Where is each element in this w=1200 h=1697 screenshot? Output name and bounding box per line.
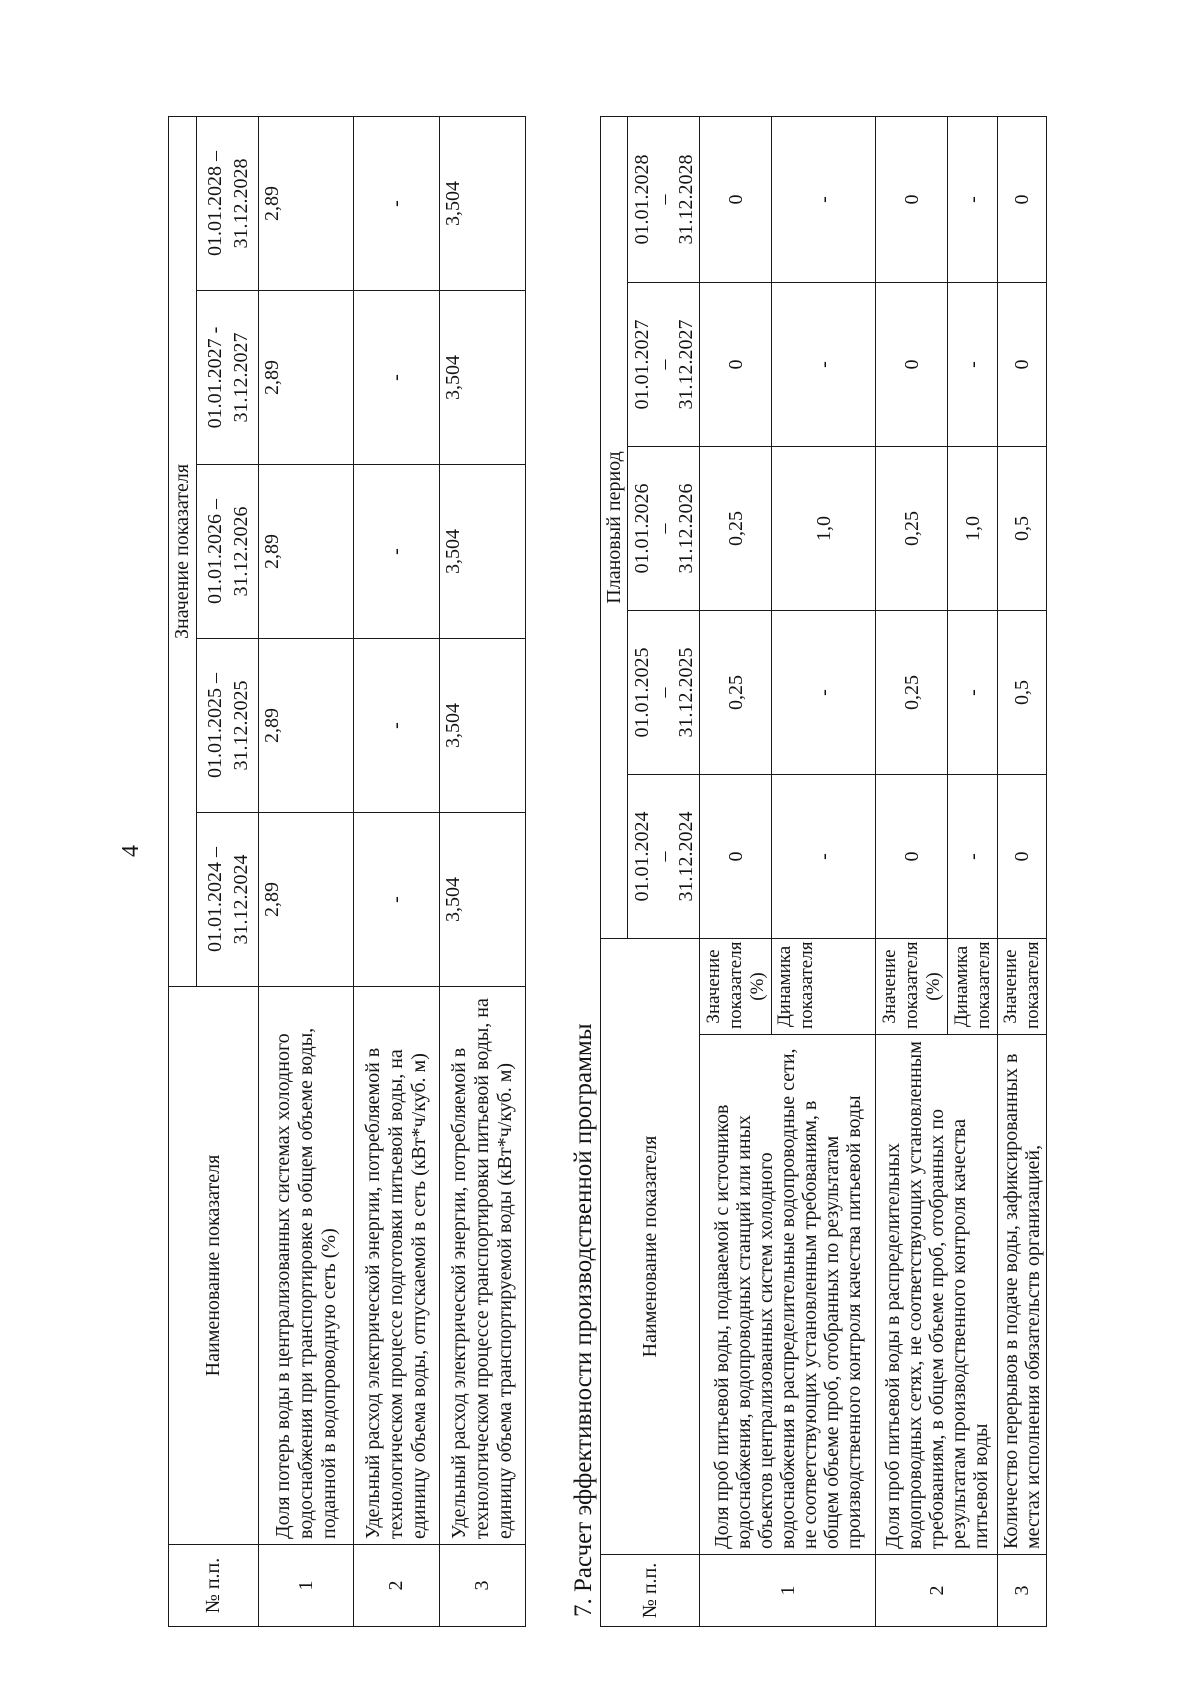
value-cell: 0,5	[998, 447, 1047, 611]
column-header-period-2024: 01.01.2024 – 31.12.2024	[197, 813, 259, 987]
column-header-number: № п.п.	[601, 1555, 700, 1627]
column-header-period-2028: 01.01.2028 – 31.12.2028	[628, 116, 700, 282]
value-cell: -	[772, 116, 876, 282]
value-cell: -	[354, 813, 440, 987]
section-heading: 7. Расчет эффективности производственной программы	[570, 1023, 597, 1617]
value-cell: 0,25	[876, 611, 948, 775]
column-header-period-2027: 01.01.2027 – 31.12.2027	[628, 283, 700, 447]
value-cell: 0	[700, 775, 772, 939]
indicator-name: Удельный расход электрической энергии, потребляемой в технологическом процессе подготовки питьевой воды, на единицу объема воды, отпускаемой в сеть (кВт*ч/куб. м)	[354, 987, 440, 1545]
value-cell: 0,25	[700, 447, 772, 611]
value-cell: 0	[876, 116, 948, 282]
value-cell: -	[948, 775, 998, 939]
value-cell: 3,504	[440, 639, 526, 813]
value-cell: 1,0	[772, 447, 876, 611]
row-number: 3	[998, 1555, 1047, 1627]
value-cell: 3,504	[440, 465, 526, 639]
table-row	[259, 116, 354, 1626]
column-header-indicator-name: Наименование показателя	[169, 987, 259, 1545]
sub-row-label: Значение показателя (%)	[876, 939, 948, 1035]
sub-row-label: Значение показателя	[998, 939, 1047, 1035]
value-cell: 0	[876, 775, 948, 939]
row-number: 1	[259, 1545, 354, 1627]
value-cell: -	[354, 639, 440, 813]
value-cell: 2,89	[259, 116, 354, 290]
indicator-name: Доля проб питьевой воды, подаваемой с источников водоснабжения, водопроводных станций или иных объектов централизованных систем холодного водоснабжения в распределительные водопроводные сети, не соответствующих установленным требованиям, в общем объеме проб, отобранных по результатам производственного контроля качества питьевой воды	[700, 1035, 876, 1555]
value-cell: 0,5	[998, 611, 1047, 775]
value-cell: 3,504	[440, 116, 526, 290]
value-cell: 1,0	[948, 447, 998, 611]
page-number: 4	[118, 845, 144, 857]
value-cell: -	[354, 116, 440, 290]
value-cell: 2,89	[259, 291, 354, 465]
value-cell: 0	[998, 775, 1047, 939]
production-program-efficiency-table	[600, 116, 1047, 1627]
value-cell: 2,89	[259, 639, 354, 813]
indicator-name: Доля потерь воды в централизованных системах холодного водоснабжения при транспортировке в общем объеме воды, поданной в водопроводную сеть (%)	[259, 987, 354, 1545]
indicator-name: Количество перерывов в подаче воды, зафиксированных в местах исполнения обязательств организацией,	[998, 1035, 1047, 1555]
column-header-number: № п.п.	[169, 1545, 259, 1627]
value-cell: -	[948, 116, 998, 282]
column-header-period-2028: 01.01.2028 – 31.12.2028	[197, 116, 259, 290]
row-number: 2	[876, 1555, 998, 1627]
sub-row-label: Динамика показателя	[772, 939, 876, 1035]
indicator-values-table	[168, 116, 526, 1627]
column-header-period-2024: 01.01.2024 – 31.12.2024	[628, 775, 700, 939]
row-number: 3	[440, 1545, 526, 1627]
indicator-name: Удельный расход электрической энергии, потребляемой в технологическом процессе транспортировки питьевой воды, на единицу объема транспортируемой воды (кВт*ч/куб. м)	[440, 987, 526, 1545]
column-header-indicator-name: Наименование показателя	[601, 939, 700, 1555]
value-cell: -	[354, 465, 440, 639]
value-cell: -	[772, 283, 876, 447]
value-cell: 0	[876, 283, 948, 447]
value-cell: 3,504	[440, 291, 526, 465]
column-header-plan-period: Плановый период	[601, 116, 628, 938]
column-header-period-2026: 01.01.2026 – 31.12.2026	[197, 465, 259, 639]
indicator-name: Доля проб питьевой воды в распределительных водопроводных сетях, не соответствующих установленным требованиям, в общем объеме проб, отобранных по результатам производственного контроля качества питьевой воды	[876, 1035, 998, 1555]
value-cell: 0,25	[876, 447, 948, 611]
value-cell: -	[772, 611, 876, 775]
value-cell: 2,89	[259, 813, 354, 987]
value-cell: 0	[700, 116, 772, 282]
sub-row-label: Значение показателя (%)	[700, 939, 772, 1035]
column-header-period-2027: 01.01.2027 - 31.12.2027	[197, 291, 259, 465]
table-row	[354, 116, 440, 1626]
value-cell: 0	[998, 116, 1047, 282]
column-header-period-2025: 01.01.2025 – 31.12.2025	[628, 611, 700, 775]
column-header-period-2025: 01.01.2025 – 31.12.2025	[197, 639, 259, 813]
table-row	[700, 116, 772, 1626]
column-header-period-2026: 01.01.2026 – 31.12.2026	[628, 447, 700, 611]
value-cell: 0	[998, 283, 1047, 447]
row-number: 2	[354, 1545, 440, 1627]
value-cell: -	[772, 775, 876, 939]
row-number: 1	[700, 1555, 876, 1627]
value-cell: 2,89	[259, 465, 354, 639]
value-cell: -	[948, 611, 998, 775]
value-cell: 3,504	[440, 813, 526, 987]
table-row	[440, 116, 526, 1626]
value-cell: 0,25	[700, 611, 772, 775]
value-cell: -	[354, 291, 440, 465]
sub-row-label: Динамика показателя	[948, 939, 998, 1035]
table-row	[998, 116, 1047, 1626]
value-cell: -	[948, 283, 998, 447]
table-row	[876, 116, 948, 1626]
column-header-indicator-value: Значение показателя	[169, 116, 197, 986]
value-cell: 0	[700, 283, 772, 447]
